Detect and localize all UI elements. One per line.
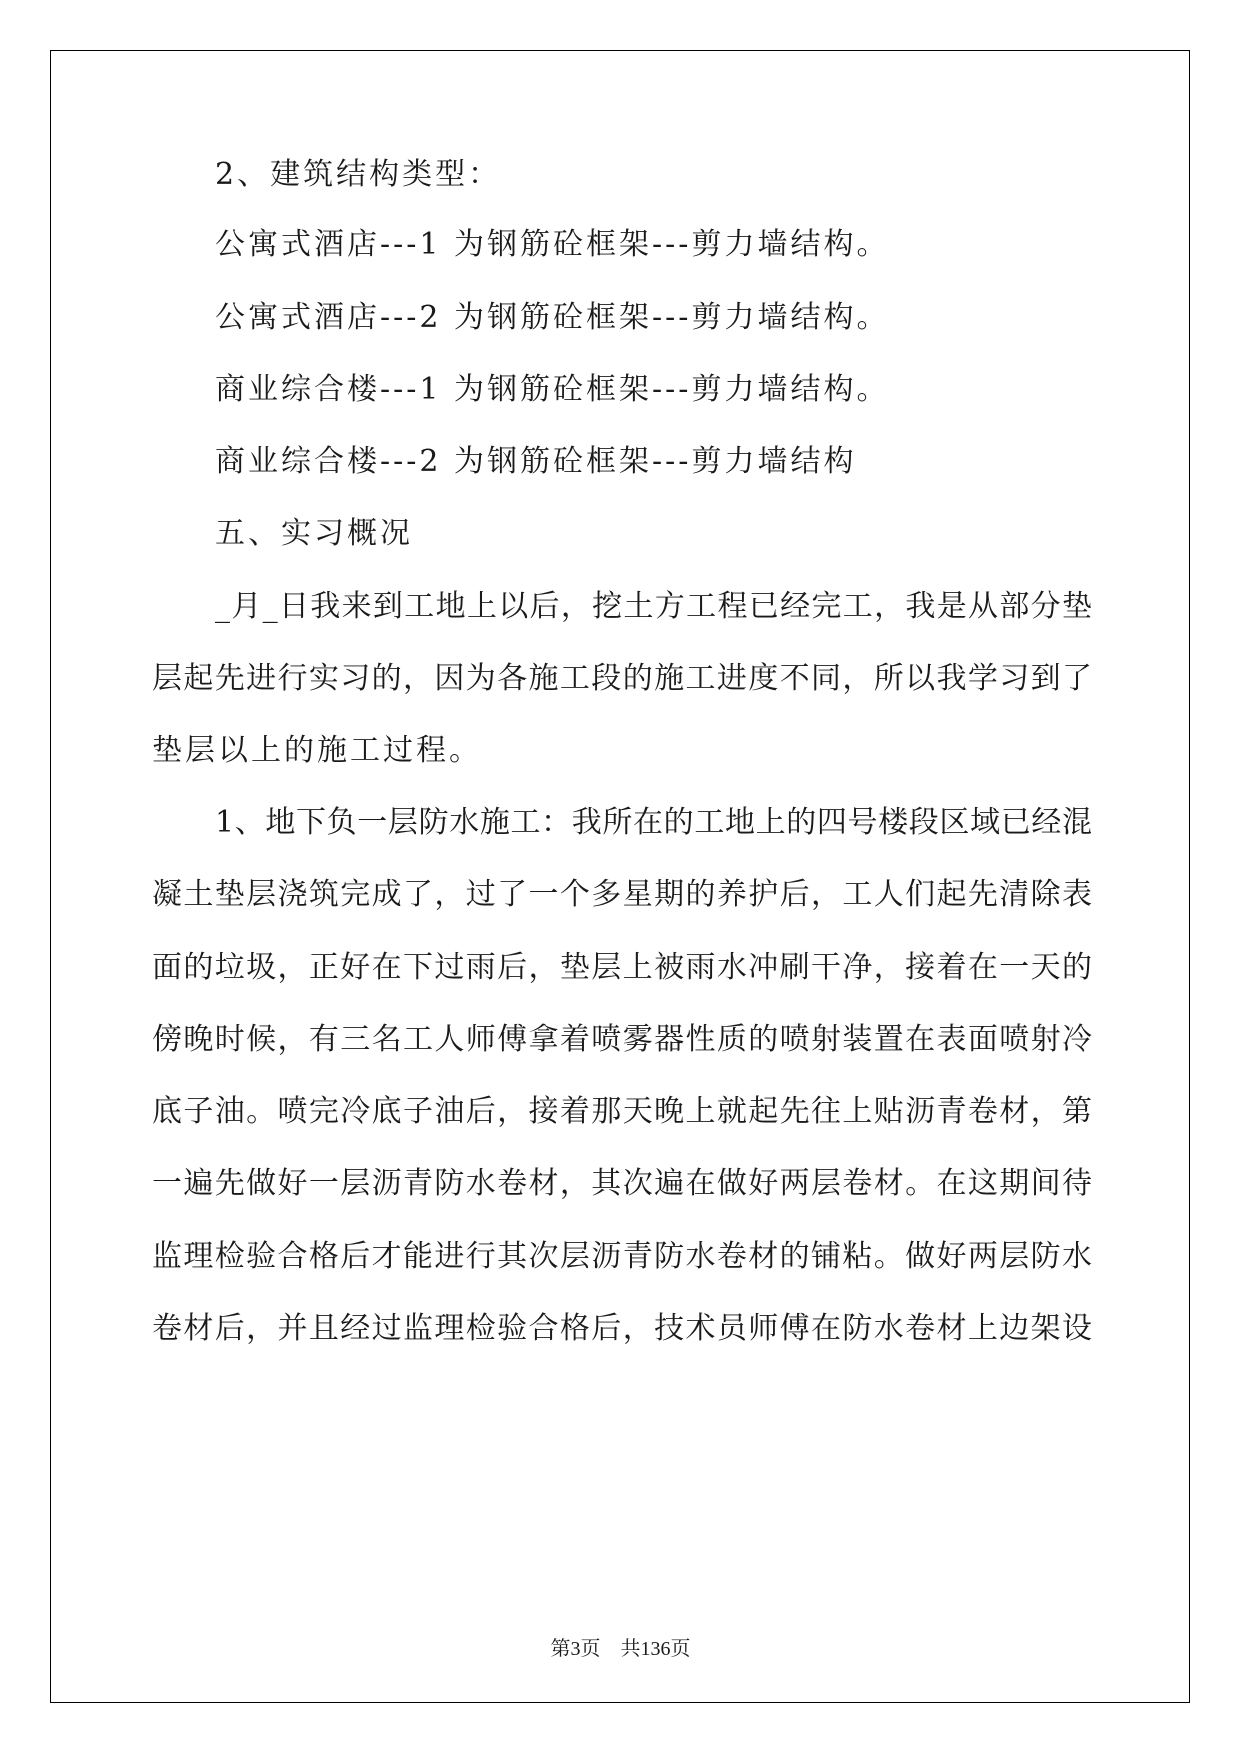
paragraph-line: 1、地下负一层防水施工：我所在的工地上的四号楼段区域已经混 xyxy=(215,805,1092,840)
paragraph-line: 层起先进行实习的，因为各施工段的施工进度不同，所以我学习到了 xyxy=(152,661,1092,696)
paragraph-line: 垫层以上的施工过程。 xyxy=(152,733,482,768)
text-line: 公寓式酒店---1 为钢筋砼框架---剪力墙结构。 xyxy=(215,227,890,262)
total-page-count: 136 xyxy=(640,1638,671,1660)
heading-internship-overview: 五、实习概况 xyxy=(215,516,413,551)
text-line: 商业综合楼---1 为钢筋砼框架---剪力墙结构。 xyxy=(215,372,890,407)
text-line: 商业综合楼---2 为钢筋砼框架---剪力墙结构 xyxy=(215,444,857,479)
current-page-number: 3 xyxy=(570,1638,581,1660)
paragraph-line: 凝土垫层浇筑完成了，过了一个多星期的养护后，工人们起先清除表 xyxy=(152,877,1092,912)
footer-suffix: 页 xyxy=(670,1636,691,1660)
paragraph-line: 面的垃圾，正好在下过雨后，垫层上被雨水冲刷干净，接着在一天的 xyxy=(152,950,1092,985)
footer-mid: 页 共 xyxy=(580,1636,641,1660)
page-footer xyxy=(0,1636,1241,1661)
paragraph-line: 卷材后，并且经过监理检验合格后，技术员师傅在防水卷材上边架设 xyxy=(152,1311,1092,1346)
heading-structure-type: 2、建筑结构类型： xyxy=(215,157,502,192)
paragraph-line: 傍晚时候，有三名工人师傅拿着喷雾器性质的喷射装置在表面喷射冷 xyxy=(152,1022,1092,1057)
paragraph-line: 一遍先做好一层沥青防水卷材，其次遍在做好两层卷材。在这期间待 xyxy=(152,1166,1092,1201)
paragraph-line: 底子油。喷完冷底子油后，接着那天晚上就起先往上贴沥青卷材，第 xyxy=(152,1094,1092,1129)
paragraph-line: _月_日我来到工地上以后，挖土方工程已经完工，我是从部分垫 xyxy=(215,589,1092,624)
footer-prefix: 第 xyxy=(550,1636,571,1660)
paragraph-line: 监理检验合格后才能进行其次层沥青防水卷材的铺粘。做好两层防水 xyxy=(152,1239,1092,1274)
text-line: 公寓式酒店---2 为钢筋砼框架---剪力墙结构。 xyxy=(215,300,890,335)
